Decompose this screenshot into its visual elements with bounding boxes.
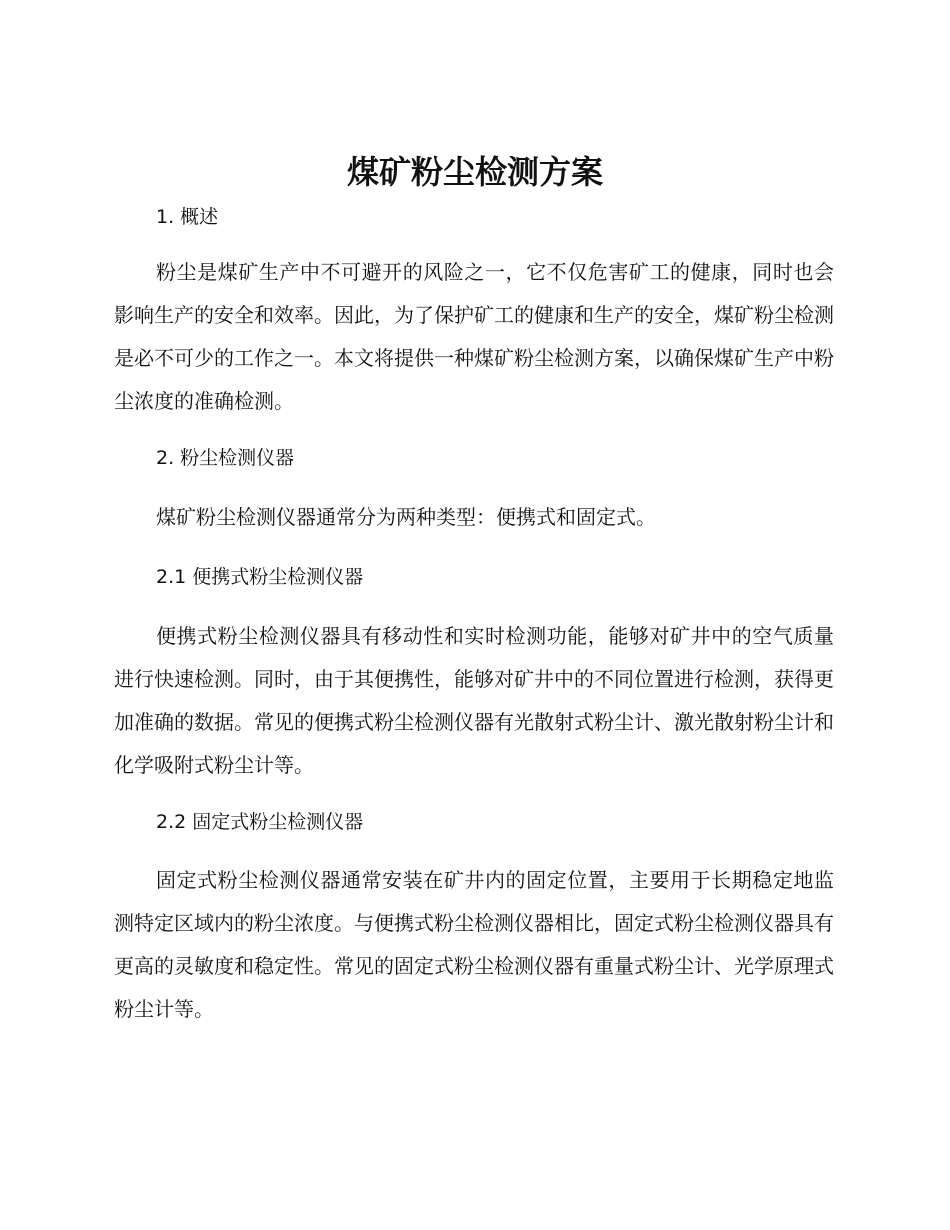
section-heading-portable: 2.1 便携式粉尘检测仪器 xyxy=(156,566,364,588)
section-heading-overview: 1. 概述 xyxy=(156,206,219,228)
document-title: 煤矿粉尘检测方案 xyxy=(346,153,603,191)
section-heading-instruments: 2. 粉尘检测仪器 xyxy=(156,447,295,469)
section-heading-fixed: 2.2 固定式粉尘检测仪器 xyxy=(156,811,364,833)
section-paragraph-overview: 粉尘是煤矿生产中不可避开的风险之一，它不仅危害矿工的健康，同时也会影响生产的安全和效率。因此，为了保护矿工的健康和生产的安全，煤矿粉尘检测是必不可少的工作之一。本文将提供一种煤矿粉尘检测方案，以确保煤矿生产中粉尘浓度的准确检测。 xyxy=(114,260,834,413)
section-paragraph-portable: 便携式粉尘检测仪器具有移动性和实时检测功能，能够对矿井中的空气质量进行快速检测。同时，由于其便携性，能够对矿井中的不同位置进行检测，获得更加准确的数据。常见的便携式粉尘检测仪器有光散射式粉尘计、激光散射粉尘计和化学吸附式粉尘计等。 xyxy=(114,624,834,777)
section-paragraph-fixed: 固定式粉尘检测仪器通常安装在矿井内的固定位置，主要用于长期稳定地监测特定区域内的粉尘浓度。与便携式粉尘检测仪器相比，固定式粉尘检测仪器具有更高的灵敏度和稳定性。常见的固定式粉尘检测仪器有重量式粉尘计、光学原理式粉尘计等。 xyxy=(114,868,834,1021)
document-body xyxy=(114,202,834,1031)
section-paragraph-instruments: 煤矿粉尘检测仪器通常分为两种类型：便携式和固定式。 xyxy=(156,505,656,529)
